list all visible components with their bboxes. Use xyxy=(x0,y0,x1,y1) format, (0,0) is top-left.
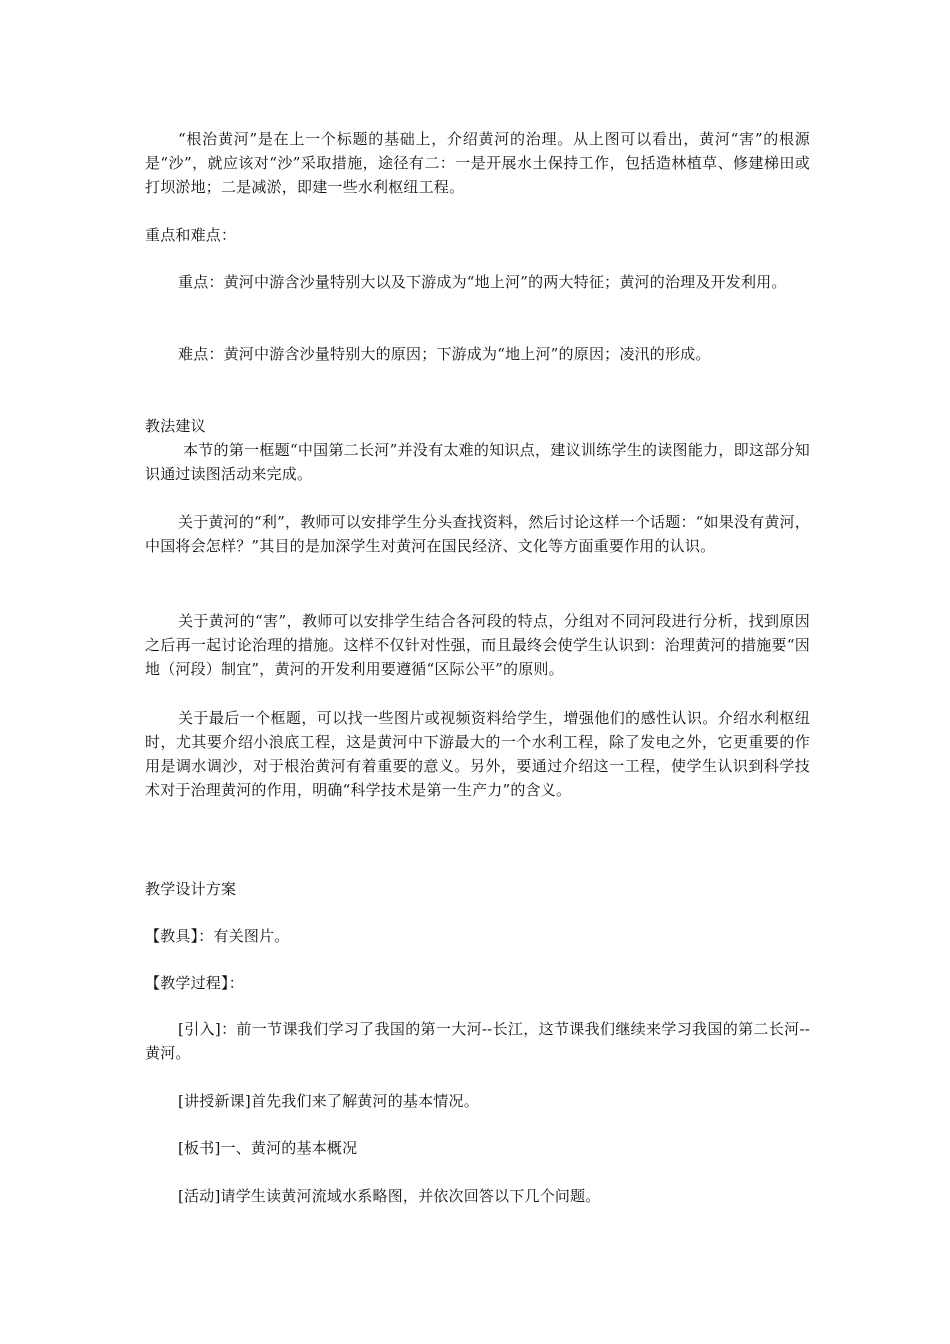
paragraph-benefit: 关于黄河的“利”，教师可以安排学生分头查找资料，然后讨论这样一个话题：“如果没有黄河，中国将会怎样？”其目的是加深学生对黄河在国民经济、文化等方面重要作用的认识。 xyxy=(145,513,810,555)
paragraph-activity: [活动]请学生读黄河流域水系略图，并依次回答以下几个问题。 xyxy=(178,1187,601,1205)
paragraph-river-control: “根治黄河”是在上一个标题的基础上，介绍黄河的治理。从上图可以看出，黄河“害”的根源是“沙”，就应该对“沙”采取措施，途径有二：一是开展水土保持工作，包括造林植草、修建梯田或打坝淤地；二是减淤，即建一些水利枢纽工程。 xyxy=(145,130,810,196)
paragraph-last-topic: 关于最后一个框题，可以找一些图片或视频资料给学生，增强他们的感性认识。介绍水利枢纽时，尤其要介绍小浪底工程，这是黄河中下游最大的一个水利工程，除了发电之外，它更重要的作用是调水调沙，对于根治黄河有着重要的意义。另外，要通过介绍这一工程，使学生认识到科学技术对于治理黄河的作用，明确“科学技术是第一生产力”的含义。 xyxy=(145,709,810,799)
paragraph-harm: 关于黄河的“害”，教师可以安排学生结合各河段的特点，分组对不同河段进行分析，找到原因之后再一起讨论治理的措施。这样不仅针对性强，而且最终会使学生认识到：治理黄河的措施要“因地（河段）制宜”，黄河的开发利用要遵循“区际公平”的原则。 xyxy=(145,612,810,678)
heading-design-plan: 教学设计方案 xyxy=(145,880,237,898)
paragraph-teaching-method: 本节的第一框题“中国第二长河”并没有太难的知识点，建议训练学生的读图能力，即这部分知识通过读图活动来完成。 xyxy=(145,441,810,483)
paragraph-teaching-process: 【教学过程】： xyxy=(145,974,244,992)
paragraph-teaching-tools: 【教具】：有关图片。 xyxy=(145,927,290,945)
paragraph-difficulty: 难点：黄河中游含沙量特别大的原因；下游成为“地上河”的原因；凌汛的形成。 xyxy=(178,345,711,363)
paragraph-introduction: [引入]：前一节课我们学习了我国的第一大河--长江，这节课我们继续来学习我国的第二长河--黄河。 xyxy=(145,1020,810,1062)
paragraph-key-point: 重点：黄河中游含沙量特别大以及下游成为“地上河”的两大特征；黄河的治理及开发利用。 xyxy=(178,273,787,291)
paragraph-board-writing: [板书]一、黄河的基本概况 xyxy=(178,1139,358,1157)
heading-teaching-method: 教法建议 xyxy=(145,417,206,435)
paragraph-new-lesson: [讲授新课]首先我们来了解黄河的基本情况。 xyxy=(178,1092,479,1110)
heading-key-points: 重点和难点： xyxy=(145,226,237,244)
